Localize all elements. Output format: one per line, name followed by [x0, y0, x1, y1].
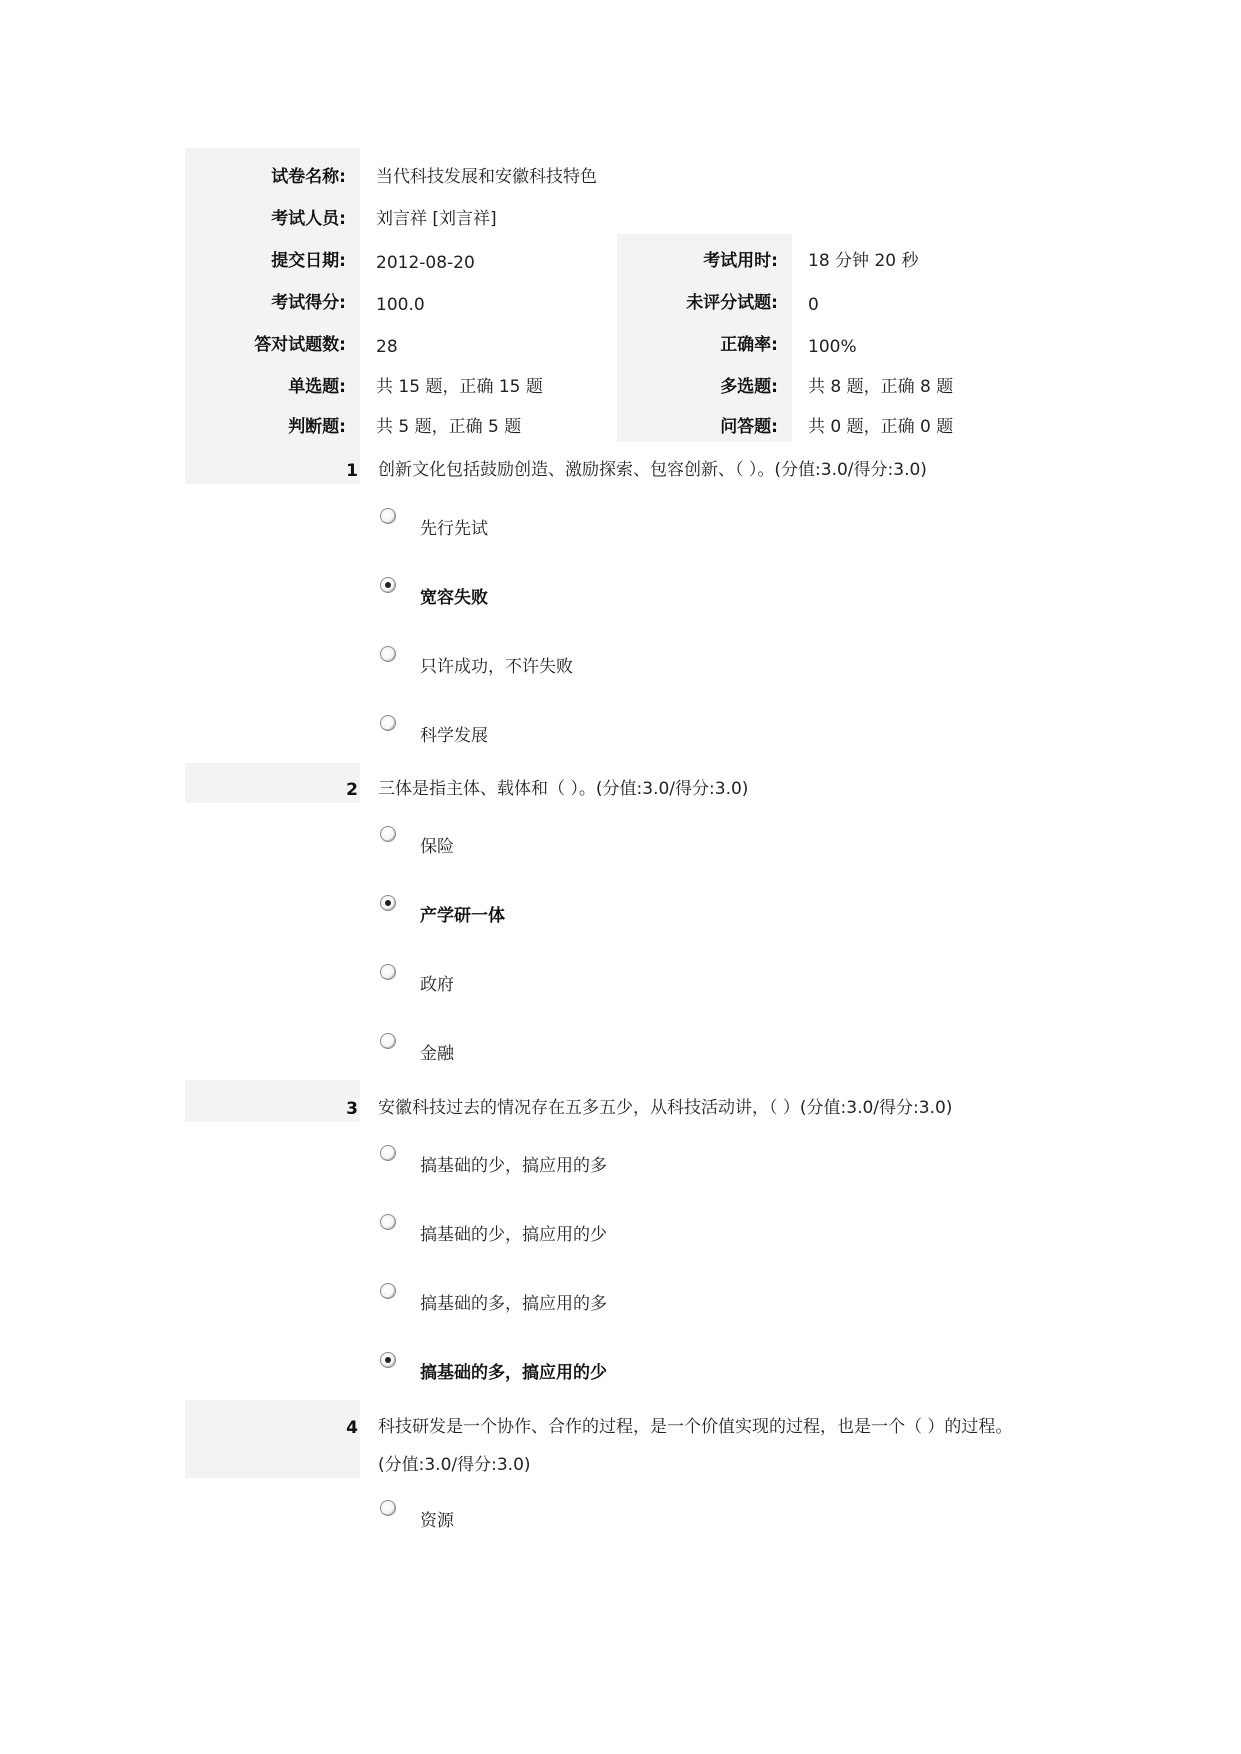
- correct-count-label: 答对试题数:: [254, 335, 346, 355]
- score-label: 考试得分:: [271, 293, 346, 313]
- radio-unchecked-icon[interactable]: [380, 826, 396, 842]
- correct-count: 28: [376, 337, 398, 357]
- question-4-number-bg: [185, 1400, 360, 1478]
- submit-date-label: 提交日期:: [271, 251, 346, 271]
- radio-unchecked-icon[interactable]: [380, 1033, 396, 1049]
- multi-choice-label: 多选题:: [720, 377, 778, 397]
- submit-date: 2012-08-20: [376, 253, 475, 273]
- option-label: 搞基础的多，搞应用的多: [420, 1294, 607, 1314]
- time-used-label: 考试用时:: [703, 251, 778, 271]
- exam-name: 当代科技发展和安徽科技特色: [376, 167, 597, 187]
- accuracy-label: 正确率:: [720, 335, 778, 355]
- single-choice-label: 单选题:: [288, 377, 346, 397]
- question-text: 创新文化包括鼓励创造、激励探索、包容创新、（ ）。(分值:3.0/得分:3.0): [378, 460, 927, 480]
- question-number: 3: [346, 1099, 358, 1119]
- option-label: 金融: [420, 1044, 454, 1064]
- option-label: 只许成功，不许失败: [420, 657, 573, 677]
- multi-choice-stats: 共 8 题，正确 8 题: [808, 377, 954, 397]
- question-number: 4: [346, 1418, 358, 1438]
- question-text: 安徽科技过去的情况存在五多五少，从科技活动讲，（ ）(分值:3.0/得分:3.0): [378, 1098, 953, 1118]
- question-number: 1: [346, 461, 358, 481]
- true-false-label: 判断题:: [288, 417, 346, 437]
- score: 100.0: [376, 295, 425, 315]
- single-choice-stats: 共 15 题，正确 15 题: [376, 377, 543, 397]
- radio-unchecked-icon[interactable]: [380, 646, 396, 662]
- option-label: 政府: [420, 975, 454, 995]
- time-used: 18 分钟 20 秒: [808, 251, 919, 271]
- radio-checked-icon[interactable]: [380, 577, 396, 593]
- accuracy: 100%: [808, 337, 857, 357]
- true-false-stats: 共 5 题，正确 5 题: [376, 417, 522, 437]
- option-label: 搞基础的多，搞应用的少: [420, 1363, 607, 1383]
- radio-unchecked-icon[interactable]: [380, 508, 396, 524]
- examinee: 刘言祥 [刘言祥]: [376, 209, 497, 229]
- radio-checked-icon[interactable]: [380, 1352, 396, 1368]
- option-label: 产学研一体: [420, 906, 505, 926]
- question-number: 2: [346, 780, 358, 800]
- essay-stats: 共 0 题，正确 0 题: [808, 417, 954, 437]
- radio-unchecked-icon[interactable]: [380, 1283, 396, 1299]
- essay-label: 问答题:: [720, 417, 778, 437]
- radio-unchecked-icon[interactable]: [380, 964, 396, 980]
- radio-unchecked-icon[interactable]: [380, 715, 396, 731]
- option-label: 保险: [420, 837, 454, 857]
- option-label: 搞基础的少，搞应用的多: [420, 1156, 607, 1176]
- radio-unchecked-icon[interactable]: [380, 1145, 396, 1161]
- question-text-line-1: 科技研发是一个协作、合作的过程，是一个价值实现的过程，也是一个（ ）的过程。: [378, 1417, 1013, 1437]
- question-text: 三体是指主体、载体和（ ）。(分值:3.0/得分:3.0): [378, 779, 749, 799]
- option-label: 先行先试: [420, 519, 488, 539]
- examinee-label: 考试人员:: [271, 209, 346, 229]
- radio-checked-icon[interactable]: [380, 895, 396, 911]
- option-label: 科学发展: [420, 726, 488, 746]
- ungraded-label: 未评分试题:: [686, 293, 778, 313]
- option-label: 宽容失败: [420, 588, 488, 608]
- exam-name-label: 试卷名称:: [271, 167, 346, 187]
- radio-unchecked-icon[interactable]: [380, 1214, 396, 1230]
- option-label: 资源: [420, 1511, 454, 1531]
- radio-unchecked-icon[interactable]: [380, 1500, 396, 1516]
- question-text-line-2: (分值:3.0/得分:3.0): [378, 1455, 531, 1475]
- option-label: 搞基础的少，搞应用的少: [420, 1225, 607, 1245]
- ungraded: 0: [808, 295, 819, 315]
